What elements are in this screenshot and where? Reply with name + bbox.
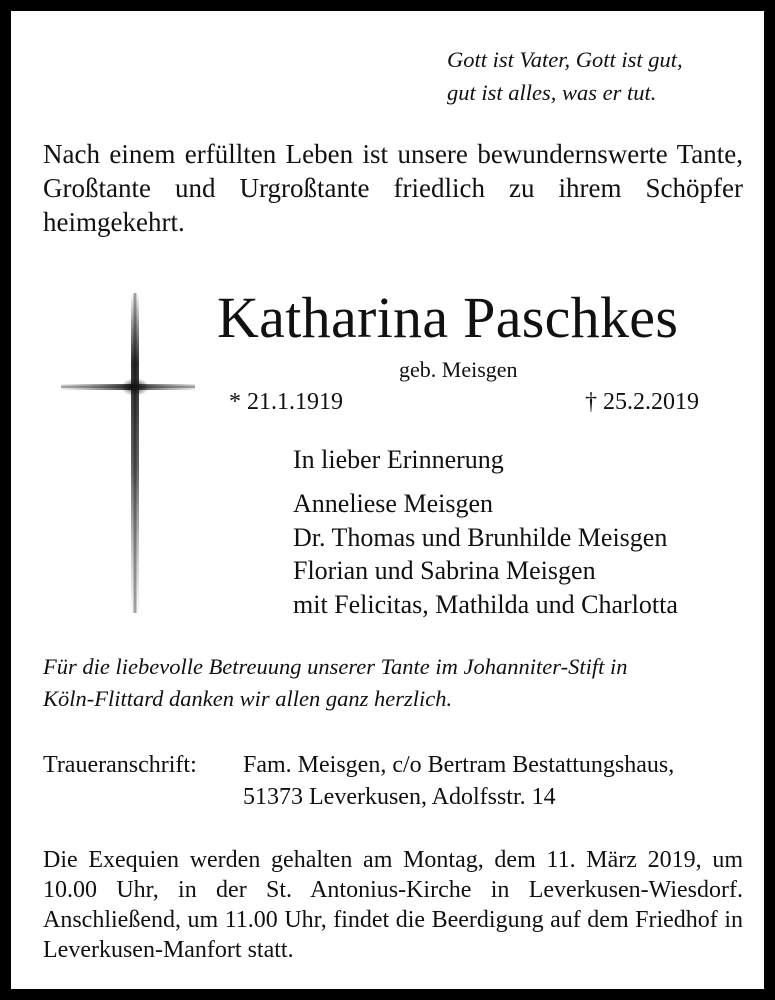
thanks-line-1: Für die liebevolle Betreuung unserer Tante im Johanniter-Stift in xyxy=(43,654,628,679)
cross-icon xyxy=(55,281,195,616)
mourner-line: Anneliese Meisgen xyxy=(293,489,494,518)
motto-line-1: Gott ist Vater, Gott ist gut, xyxy=(447,47,683,72)
birth-date: * 21.1.1919 xyxy=(229,389,343,415)
motto-verse xyxy=(447,43,683,109)
address-line-2: 51373 Leverkusen, Adolfsstr. 14 xyxy=(243,784,556,810)
mourners-list xyxy=(293,487,678,621)
mourning-address xyxy=(243,749,674,813)
birth-name: geb. Meisgen xyxy=(399,357,518,382)
mourner-line: Florian und Sabrina Meisgen xyxy=(293,556,596,585)
motto-line-2: gut ist alles, was er tut. xyxy=(447,80,657,105)
thanks-line-2: Köln-Flittard danken wir allen ganz herzlich. xyxy=(43,686,453,711)
funeral-service-info: Die Exequien werden gehalten am Montag, dem 11. März 2019, um 10.00 Uhr, in der St. Antonius-Kirche in Leverkusen-Wiesdorf. Anschließend, um 11.00 Uhr, findet die Beerdigung auf dem Friedhof in Leverkusen-Manfort statt. xyxy=(43,847,743,963)
mourner-line: mit Felicitas, Mathilda und Charlotta xyxy=(293,589,678,619)
deceased-name: Katharina Paschkes xyxy=(217,285,679,350)
address-label: Traueranschrift: xyxy=(43,752,197,778)
thanks-note xyxy=(43,651,627,715)
mourner-line: Dr. Thomas und Brunhilde Meisgen xyxy=(293,522,668,552)
death-date: † 25.2.2019 xyxy=(585,389,699,415)
address-line-1: Fam. Meisgen, c/o Bertram Bestattungshaus, xyxy=(243,752,675,778)
intro-paragraph: Nach einem erfüllten Leben ist unsere bewundernswerte Tante, Großtante und Urgroßtante friedlich zu ihrem Schöpfer heimgekehrt. xyxy=(43,139,743,237)
memorial-heading: In lieber Erinnerung xyxy=(293,445,504,474)
